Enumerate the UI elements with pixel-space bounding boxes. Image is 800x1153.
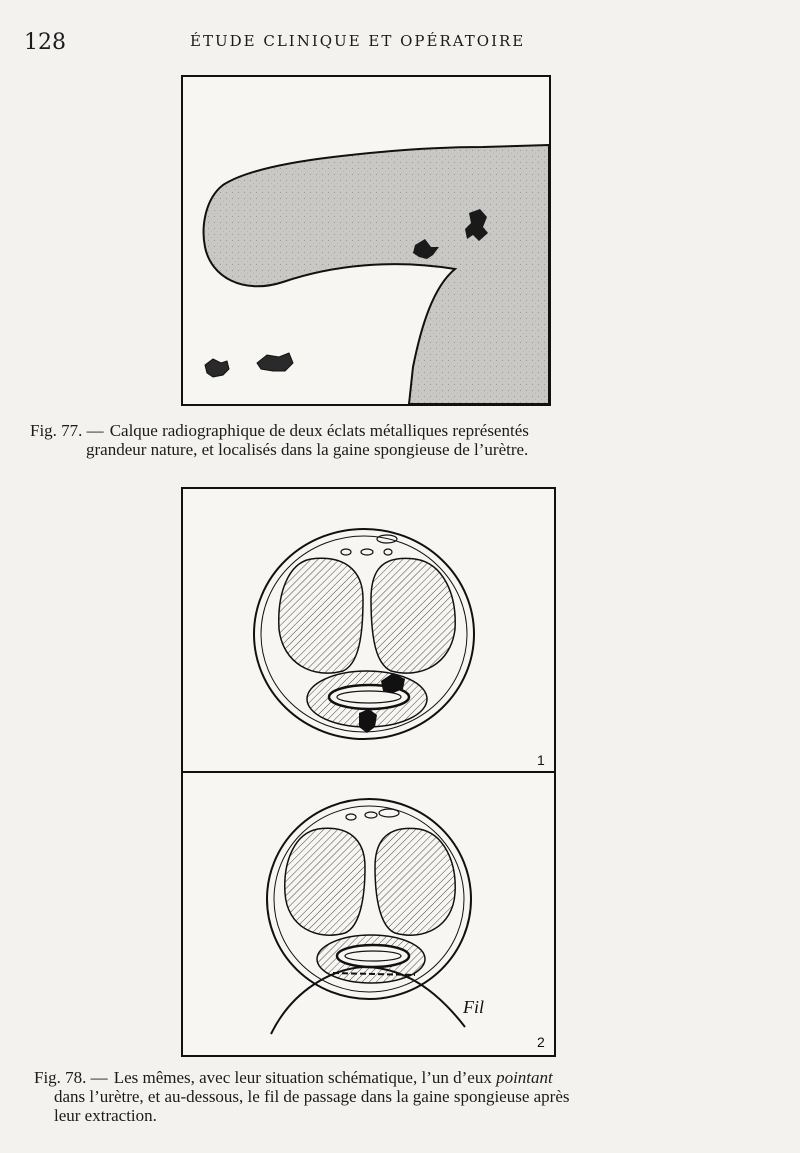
thread-label: Fil xyxy=(463,997,484,1017)
panel-1-cross-section xyxy=(254,529,545,768)
figure-77-radiograph-tracing xyxy=(181,75,551,406)
corpus-cavernosum-right xyxy=(371,558,455,673)
figure-78-caption-line-3: leur extraction. xyxy=(54,1106,157,1125)
figure-78-drawing xyxy=(183,489,554,1055)
running-title: ÉTUDE CLINIQUE ET OPÉRATOIRE xyxy=(190,32,526,50)
urethra-2 xyxy=(337,945,409,967)
figure-78-caption xyxy=(34,1068,734,1125)
figure-78-caption-line-1: Les mêmes, avec leur situation schématique, l’un d’eux xyxy=(113,1068,492,1087)
figure-78-caption-line-2: dans l’urètre, et au-dessous, le fil de passage dans la gaine spongieuse après xyxy=(54,1087,570,1106)
figure-77-label: Fig. 77. — xyxy=(30,421,104,440)
corpus-cavernosum-right-2 xyxy=(375,828,455,935)
corpus-cavernosum-left-2 xyxy=(285,828,365,935)
figure-78-label: Fig. 78. — xyxy=(34,1068,108,1087)
metal-fragment-lower-right xyxy=(257,353,293,371)
panel-1-number: 1 xyxy=(537,752,545,768)
panel-2-cross-section xyxy=(267,799,545,1050)
page-number: 128 xyxy=(24,30,66,55)
corpus-cavernosum-left xyxy=(279,558,363,673)
figure-78-caption-italic-word: pointant xyxy=(496,1068,553,1087)
metal-fragment-lower-left xyxy=(205,359,229,377)
figure-77-drawing xyxy=(183,77,549,404)
figure-77-caption-line-2: grandeur nature, et localisés dans la gaine spongieuse de l’urètre. xyxy=(86,440,529,459)
figure-77-caption-line-1: Calque radiographique de deux éclats métalliques représentés xyxy=(109,421,529,440)
urethra-sponge-shadow xyxy=(204,145,549,404)
figure-78-cross-sections xyxy=(181,487,556,1057)
figure-77-caption xyxy=(30,421,730,459)
panel-2-number: 2 xyxy=(537,1034,545,1050)
